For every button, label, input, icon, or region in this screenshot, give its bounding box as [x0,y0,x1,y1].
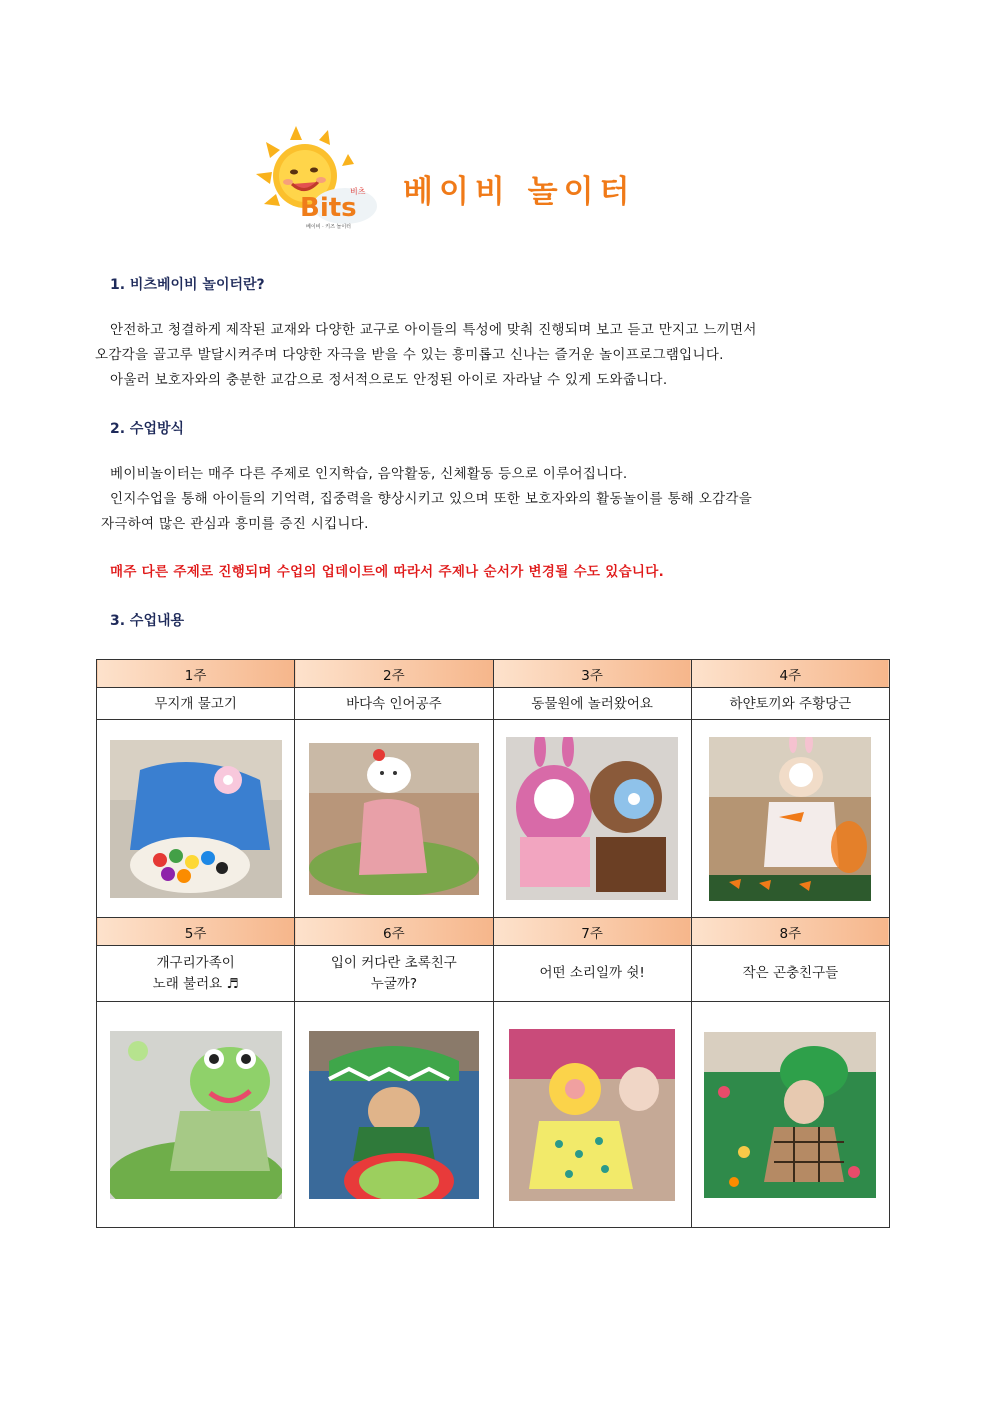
week-header: 4주 [691,660,889,688]
week-photo [309,743,479,895]
logo-text: Bits [300,193,357,223]
intro-line-1: 안전하고 청결하게 제작된 교재와 다양한 교구로 아이들의 특성에 맞춰 진행되며 보고 듣고 만지고 느끼면서 [110,322,757,338]
week-photo [506,737,678,900]
week-header: 2주 [295,660,493,688]
week-topic: 어떤 소리일까 쉿! [493,946,691,1002]
week-photo [309,1031,479,1199]
method-line-1: 베이비놀이터는 매주 다른 주제로 인지학습, 음악활동, 신체활동 등으로 이루어집니다. [110,466,628,482]
week-topic: 작은 곤충친구들 [691,946,889,1002]
svg-text:비츠: 비츠 [350,187,366,196]
curriculum-table [96,659,890,1228]
week-photo [709,737,871,901]
week-header: 1주 [97,660,295,688]
week-header: 7주 [493,918,691,946]
week-topic: 무지개 물고기 [97,688,295,720]
method-line-3: 자극하여 많은 관심과 흥미를 증진 시킵니다. [101,516,369,532]
week-topic: 개구리가족이 노래 불러요 ♬ [97,946,295,1002]
section-heading-content: 3. 수업내용 [110,613,185,629]
intro-line-3: 아울러 보호자와의 충분한 교감으로 정서적으로도 안정된 아이로 자라날 수 있게 도와줍니다. [110,372,668,388]
schedule-notice: 매주 다른 주제로 진행되며 수업의 업데이트에 따라서 주제나 순서가 변경될 수도 있습니다. [110,564,665,580]
page-title: 베이비 놀이터 [403,174,636,210]
week-photo [509,1029,675,1201]
week-header: 6주 [295,918,493,946]
bits-logo [250,124,382,234]
week-topic: 동물원에 놀러왔어요 [493,688,691,720]
intro-line-2: 오감각을 골고루 발달시켜주며 다양한 자극을 받을 수 있는 흥미롭고 신나는 즐거운 놀이프로그램입니다. [95,347,724,363]
week-header: 3주 [493,660,691,688]
week-header: 8주 [691,918,889,946]
week-photo [110,740,282,898]
section-heading-intro: 1. 비츠베이비 놀이터란? [110,277,265,293]
method-line-2: 인지수업을 통해 아이들의 기억력, 집중력을 향상시키고 있으며 또한 보호자와의 활동놀이를 통해 오감각을 [110,491,753,507]
week-topic: 입이 커다란 초록친구 누굴까? [295,946,493,1002]
week-photo [110,1031,282,1199]
week-photo [704,1032,876,1198]
svg-text:베이비 · 키즈 놀이터: 베이비 · 키즈 놀이터 [306,224,351,230]
week-header: 5주 [97,918,295,946]
section-heading-method: 2. 수업방식 [110,421,185,437]
week-topic: 바다속 인어공주 [295,688,493,720]
week-topic: 하얀토끼와 주황당근 [691,688,889,720]
